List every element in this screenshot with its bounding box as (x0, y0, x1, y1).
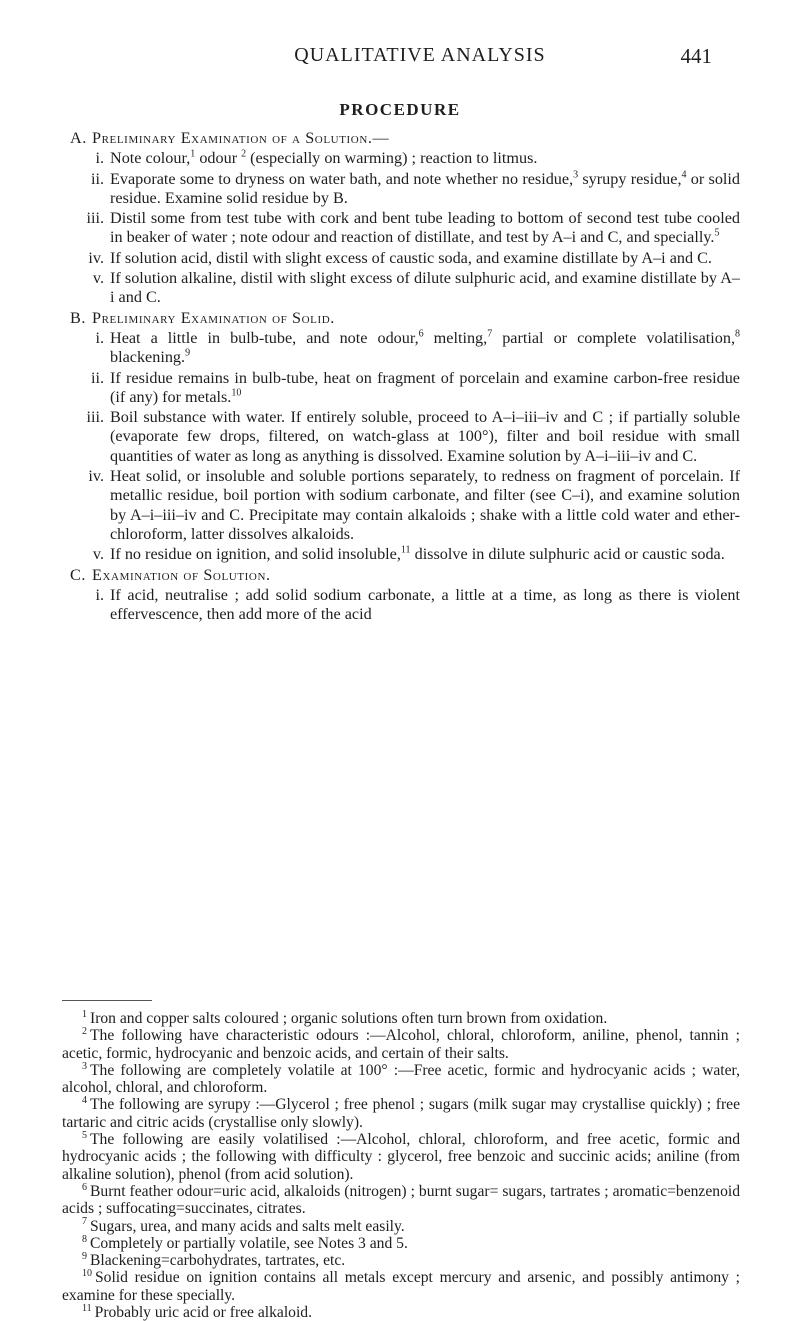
step-number: i. (95, 585, 104, 604)
step-number: i. (95, 149, 104, 168)
footnote-mark: 10 (82, 1268, 92, 1280)
text-run: Note colour, (110, 149, 191, 168)
footnote-ref: 11 (400, 544, 411, 556)
footnote-rule (62, 1000, 152, 1001)
footnote-text: The following have characteristic odours :—Alcohol, chloral, chloroform, aniline, phenol, tannin ; acetic, formic, hydrocyanic and benzoic acids, and certain of their salts. (62, 1027, 740, 1062)
footnote-text: The following are easily volatilised :—Alcohol, chloral, chloroform, and free acetic, formic and hydrocyanic acids ; the following with difficulty : glycerol, free benzoic and succinic acids; aniline (from alkaline solution), phenol (from acid solution). (62, 1131, 740, 1183)
step-number: iii. (86, 209, 104, 228)
step-number: v. (92, 269, 104, 288)
section-letter: A. (70, 129, 87, 147)
section-letter: B. (70, 308, 87, 327)
footnote-3 (62, 1062, 740, 1097)
text-run: If no residue on ignition, and solid insoluble, (110, 545, 401, 564)
footnote-1 (62, 1010, 740, 1027)
section-title-text: Preliminary Examination of a Solution.— (92, 129, 390, 147)
text-run: Boil substance with water. If entirely soluble, proceed to A–i–iii–iv and C ; if partially soluble (evaporate few drops, filtered, on watch-glass at 100°), filter and boil residue with small quantities of water as long as anything is dissolved. Examine solution by A–i–iii–iv and C. (110, 408, 740, 465)
text-run: or solid residue. Examine solid residue by B. (110, 169, 741, 207)
step-a-iii (86, 209, 740, 248)
step-text (110, 586, 740, 623)
footnote-text: Burnt feather odour=uric acid, alkaloids (nitrogen) ; burnt sugar= sugars, tartrates ; aromatic=benzenoid acids ; suffocating=succinates, citrates. (62, 1182, 740, 1218)
text-run: syrupy residue, (578, 169, 682, 188)
step-text (110, 149, 537, 167)
footnote-9 (62, 1252, 740, 1269)
step-text (110, 269, 740, 306)
procedure-body (62, 128, 740, 625)
footnote-mark: 7 (82, 1216, 87, 1228)
step-number: i. (95, 328, 104, 347)
text-run: blackening. (110, 348, 186, 367)
step-text (110, 408, 740, 465)
text-run: odour (195, 149, 242, 168)
step-text (110, 467, 740, 543)
step-a-v (92, 269, 740, 308)
footnote-ref: 9 (185, 347, 191, 359)
step-text (110, 545, 725, 563)
footnote-mark: 4 (82, 1095, 87, 1107)
step-b-iv (88, 467, 740, 544)
section-a-steps (62, 149, 740, 307)
step-c-i (95, 585, 740, 625)
footnote-ref: 6 (418, 328, 424, 340)
section-b-steps (62, 329, 740, 565)
text-run: Evaporate some to dryness on water bath, and note whether no residue, (110, 169, 574, 188)
step-number: ii. (90, 169, 104, 188)
step-number: v. (92, 545, 104, 564)
footnote-ref: 1 (190, 148, 196, 160)
footnote-2 (62, 1027, 740, 1062)
text-run: dissolve in dilute sulphuric acid or caustic soda. (410, 545, 725, 564)
footnote-mark: 5 (82, 1129, 87, 1141)
section-title-text: Examination of Solution. (92, 565, 271, 584)
text-run: melting, (423, 328, 488, 347)
section-letter: C. (70, 565, 87, 584)
footnote-mark: 1 (82, 1008, 87, 1020)
footnote-7 (62, 1218, 740, 1235)
footnotes (62, 1010, 740, 1321)
footnote-mark: 11 (82, 1302, 92, 1314)
footnote-ref: 3 (573, 169, 579, 181)
footnote-4 (62, 1096, 740, 1131)
step-text (110, 369, 740, 406)
footnote-text: Solid residue on ignition contains all metals except mercury and arsenic, and possibly antimony ; examine for these specially. (62, 1269, 740, 1304)
footnote-11 (62, 1304, 740, 1321)
text-run: (especially on warming) ; reaction to litmus. (246, 149, 538, 168)
footnote-ref: 4 (681, 169, 687, 181)
footnote-text: Iron and copper salts coloured ; organic solutions often turn brown from oxidation. (90, 1010, 608, 1027)
footnote-ref: 8 (735, 328, 741, 340)
running-title: QUALITATIVE ANALYSIS (294, 44, 546, 66)
footnote-mark: 3 (82, 1060, 87, 1072)
footnote-mark: 8 (82, 1233, 87, 1245)
footnote-mark: 2 (82, 1026, 87, 1038)
step-text (110, 170, 740, 207)
footnote-mark: 6 (82, 1181, 87, 1193)
running-header (0, 44, 800, 70)
step-b-v (92, 544, 740, 564)
footnote-text: Sugars, urea, and many acids and salts melt easily. (90, 1217, 405, 1235)
footnote-ref: 7 (487, 328, 493, 340)
footnote-text: Blackening=carbohydrates, tartrates, etc. (90, 1252, 346, 1270)
text-run: Heat a little in bulb-tube, and note odour, (110, 328, 419, 347)
step-number: ii. (90, 368, 104, 387)
step-b-i (95, 328, 741, 368)
step-a-ii (90, 169, 741, 209)
text-run: Distil some from test tube with cork and bent tube leading to bottom of second test tube cooled in beaker of water ; note odour and reaction of distillate, and test by A–i and C, and specially. (110, 209, 740, 247)
footnote-8 (62, 1235, 740, 1252)
step-a-i (95, 148, 740, 168)
section-c-title (62, 566, 740, 585)
footnote-6 (62, 1183, 740, 1218)
step-b-iii (86, 408, 740, 466)
step-text (110, 209, 740, 246)
text-run: If residue remains in bulb-tube, heat on fragment of porcelain and examine carbon-free residue (if any) for metals. (110, 368, 740, 406)
footnote-ref: 10 (231, 387, 242, 399)
step-text (110, 249, 712, 267)
section-title-text: Preliminary Examination of Solid. (92, 308, 335, 327)
section-b-title (62, 309, 740, 328)
footnote-text: Probably uric acid or free alkaloid. (94, 1304, 313, 1321)
step-number: iv. (88, 467, 104, 486)
text-run: If acid, neutralise ; add solid sodium carbonate, a little at a time, as long as there is violent effervescence, then add more of the acid (110, 585, 740, 624)
section-a-title (62, 129, 740, 148)
step-text (110, 329, 740, 366)
text-run: If solution alkaline, distil with slight excess of dilute sulphuric acid, and examine distillate by A–i and C. (110, 269, 740, 307)
footnote-5 (62, 1131, 740, 1183)
text-run: Heat solid, or insoluble and soluble portions separately, to redness on fragment of porcelain. If metallic residue, boil portion with sodium carbonate, and filter (see C–i), and examine solution by A–i–iii–iv and C. Precipitate may contain alkaloids ; shake with a little cold water and ether-chloroform, latter dissolves alkaloids. (110, 467, 740, 543)
text-run: If solution acid, distil with slight excess of caustic soda, and examine distillate by A–i and C. (110, 248, 712, 267)
footnote-ref: 2 (241, 148, 247, 160)
footnote-ref: 5 (714, 228, 720, 240)
step-b-ii (90, 368, 740, 408)
step-number: iv. (88, 248, 104, 267)
text-run: partial or complete volatilisation, (492, 328, 736, 347)
section-c-steps (62, 586, 740, 625)
footnote-text: Completely or partially volatile, see Notes 3 and 5. (90, 1234, 408, 1252)
footnote-text: The following are completely volatile at 100° :—Free acetic, formic and hydrocyanic acids ; water, alcohol, chloral, and chloroform. (62, 1061, 740, 1097)
page-number: 441 (680, 44, 712, 68)
step-number: iii. (86, 408, 104, 427)
footnote-10 (62, 1269, 740, 1304)
footnote-mark: 9 (82, 1250, 87, 1262)
procedure-heading: PROCEDURE (339, 100, 461, 119)
step-a-iv (88, 248, 740, 268)
footnote-text: The following are syrupy :—Glycerol ; free phenol ; sugars (milk sugar may crystallise quickly) ; free tartaric and citric acids (crystallise only slowly). (62, 1096, 740, 1131)
